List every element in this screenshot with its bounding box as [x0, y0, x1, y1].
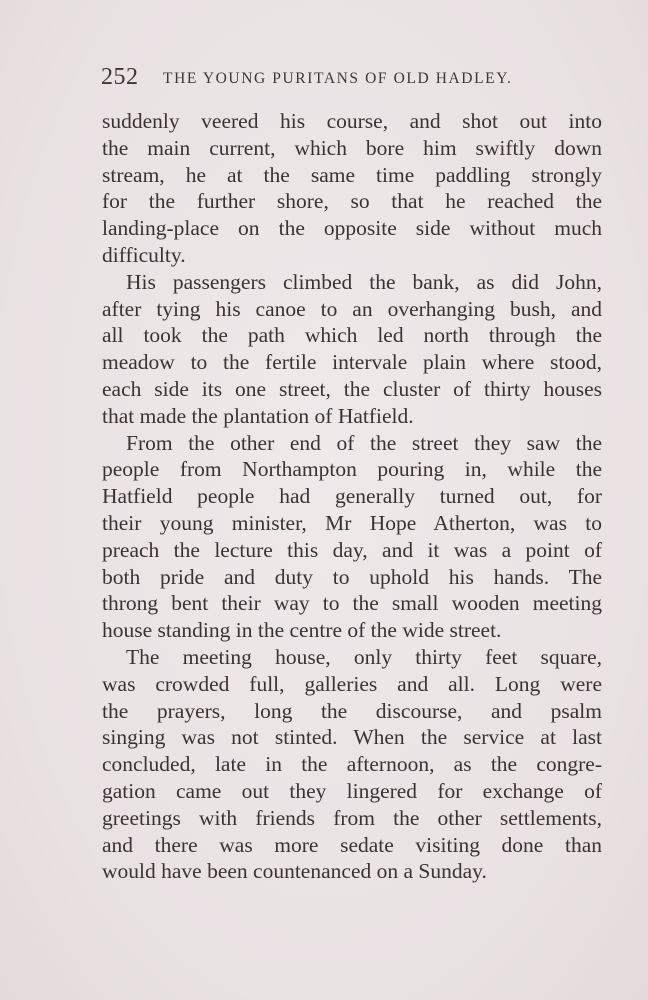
text-line: after tying his canoe to an overhanging bush, and: [102, 296, 602, 321]
body-text: [102, 108, 602, 885]
text-line: house standing in the centre of the wide street.: [102, 618, 502, 643]
text-line: all took the path which led north through the: [102, 323, 602, 348]
text-line: difficulty.: [102, 242, 186, 267]
text-line: that made the plantation of Hatfield.: [102, 403, 414, 428]
text-line: The meeting house, only thirty feet square,: [126, 644, 602, 669]
text-line: greetings with friends from the other settlements,: [102, 805, 602, 830]
text-line: singing was not stinted. When the service at last: [102, 725, 602, 750]
text-line: was crowded full, galleries and all. Long were: [102, 671, 602, 696]
text-line: the main current, which bore him swiftly down: [102, 135, 602, 160]
running-title: THE YOUNG PURITANS OF OLD HADLEY.: [163, 70, 513, 87]
text-line: would have been countenanced on a Sunday.: [102, 859, 487, 884]
running-head: [101, 64, 533, 94]
text-line: throng bent their way to the small wooden meeting: [102, 591, 602, 616]
text-line: stream, he at the same time paddling strongly: [102, 162, 602, 187]
text-line: their young minister, Mr Hope Atherton, was to: [102, 510, 602, 535]
text-line: meadow to the fertile intervale plain where stood,: [102, 350, 602, 375]
text-line: His passengers climbed the bank, as did John,: [126, 269, 602, 294]
text-line: both pride and duty to uphold his hands. The: [102, 564, 602, 589]
text-line: preach the lecture this day, and it was a point of: [102, 537, 602, 562]
page-number: 252: [101, 64, 139, 90]
text-line: the prayers, long the discourse, and psalm: [102, 698, 602, 723]
text-line: gation came out they lingered for exchange of: [102, 778, 602, 803]
text-line: From the other end of the street they saw the: [126, 430, 602, 455]
text-line: Hatfield people had generally turned out, for: [102, 484, 602, 509]
text-line: landing-place on the opposite side without much: [102, 216, 602, 241]
text-line: for the further shore, so that he reached the: [102, 189, 602, 214]
text-line: each side its one street, the cluster of thirty houses: [102, 376, 602, 401]
text-line: concluded, late in the afternoon, as the congre-: [102, 752, 602, 777]
text-line: people from Northampton pouring in, while the: [102, 457, 602, 482]
text-line: and there was more sedate visiting done than: [102, 832, 602, 857]
text-line: suddenly veered his course, and shot out into: [102, 109, 602, 133]
